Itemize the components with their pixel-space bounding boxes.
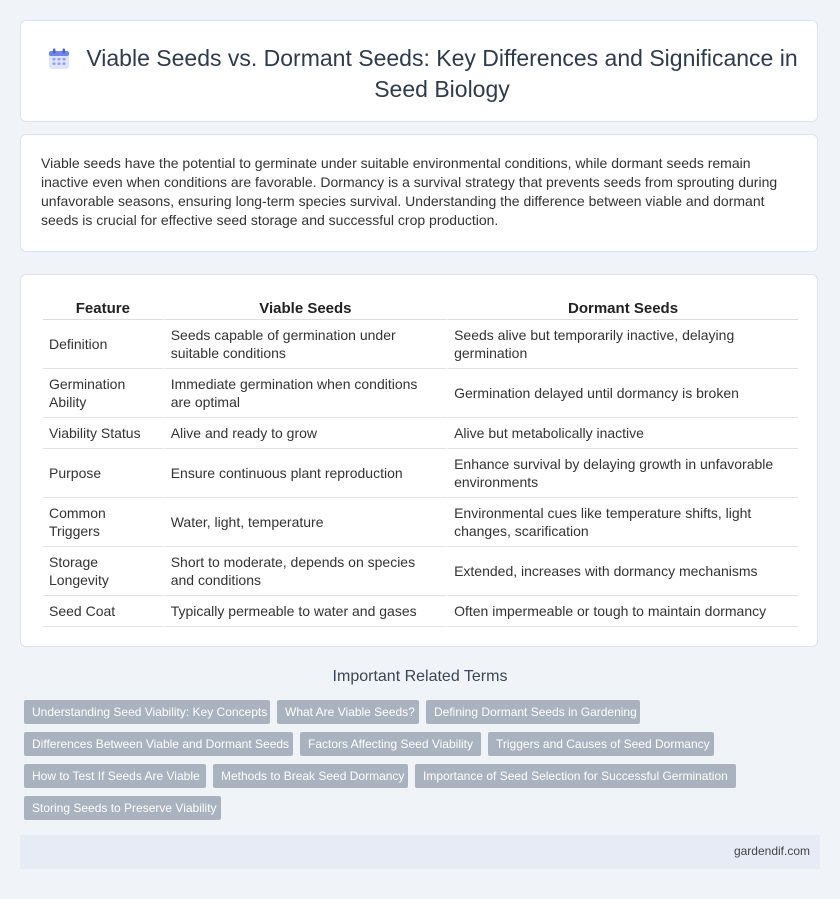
table-row: [43, 369, 798, 418]
cell-viable: Typically permeable to water and gases: [163, 596, 446, 627]
tag-triggers-causes-dormancy[interactable]: Triggers and Causes of Seed Dormancy: [488, 732, 714, 756]
cell-viable: Immediate germination when conditions are optimal: [163, 369, 446, 418]
cell-viable: Ensure continuous plant reproduction: [163, 449, 446, 498]
cell-viable: Seeds capable of germination under suitable conditions: [163, 320, 446, 369]
tag-test-seeds-viable[interactable]: How to Test If Seeds Are Viable: [24, 764, 206, 788]
tag-storing-seeds-viability[interactable]: Storing Seeds to Preserve Viability: [24, 796, 221, 820]
header-feature: Feature: [43, 297, 163, 320]
cell-feature: Germination Ability: [43, 369, 163, 418]
header-dormant: Dormant Seeds: [446, 297, 798, 320]
comparison-card: [20, 274, 818, 647]
tag-factors-affecting-viability[interactable]: Factors Affecting Seed Viability: [300, 732, 481, 756]
cell-feature: Definition: [43, 320, 163, 369]
header-viable: Viable Seeds: [163, 297, 446, 320]
table-row: [43, 418, 798, 449]
tag-break-seed-dormancy[interactable]: Methods to Break Seed Dormancy: [213, 764, 408, 788]
page-title: Viable Seeds vs. Dormant Seeds: Key Differences and Significance in Seed Biology: [86, 45, 798, 102]
tag-differences-viable-dormant[interactable]: Differences Between Viable and Dormant Seeds: [24, 732, 293, 756]
cell-viable: Short to moderate, depends on species and conditions: [163, 547, 446, 596]
cell-dormant: Often impermeable or tough to maintain dormancy: [446, 596, 798, 627]
cell-dormant: Seeds alive but temporarily inactive, delaying germination: [446, 320, 798, 369]
intro-card: [20, 134, 818, 252]
tag-understanding-seed-viability[interactable]: Understanding Seed Viability: Key Concepts: [24, 700, 270, 724]
table-row: [43, 498, 798, 547]
cell-feature: Purpose: [43, 449, 163, 498]
related-terms-title: Important Related Terms: [332, 668, 508, 685]
cell-dormant: Extended, increases with dormancy mechanisms: [446, 547, 798, 596]
cell-feature: Common Triggers: [43, 498, 163, 547]
table-header-row: [43, 297, 798, 320]
table-row: [43, 320, 798, 369]
intro-text: Viable seeds have the potential to germinate under suitable environmental conditions, while dormant seeds remain inactive even when conditions are favorable. Dormancy is a survival strategy that prevents seeds from sprouting during unfavorable seasons, ensuring long-term species survival. Understanding the difference between viable and dormant seeds is crucial for effective seed storage and successful crop production.: [41, 155, 778, 228]
cell-feature: Seed Coat: [43, 596, 163, 627]
comparison-table: [43, 297, 798, 627]
table-row: [43, 547, 798, 596]
cell-dormant: Environmental cues like temperature shifts, light changes, scarification: [446, 498, 798, 547]
cell-dormant: Enhance survival by delaying growth in unfavorable environments: [446, 449, 798, 498]
footer: [20, 835, 820, 869]
tag-defining-dormant-seeds[interactable]: Defining Dormant Seeds in Gardening: [426, 700, 640, 724]
calendar-icon: [47, 47, 71, 71]
table-row: [43, 596, 798, 627]
cell-viable: Water, light, temperature: [163, 498, 446, 547]
cell-feature: Viability Status: [43, 418, 163, 449]
table-row: [43, 449, 798, 498]
cell-viable: Alive and ready to grow: [163, 418, 446, 449]
tag-seed-selection-germination[interactable]: Importance of Seed Selection for Successful Germination: [415, 764, 736, 788]
header-card: [20, 20, 818, 122]
cell-feature: Storage Longevity: [43, 547, 163, 596]
cell-dormant: Alive but metabolically inactive: [446, 418, 798, 449]
tag-what-are-viable-seeds[interactable]: What Are Viable Seeds?: [277, 700, 419, 724]
footer-site-link[interactable]: gardendif.com: [733, 844, 810, 858]
cell-dormant: Germination delayed until dormancy is broken: [446, 369, 798, 418]
